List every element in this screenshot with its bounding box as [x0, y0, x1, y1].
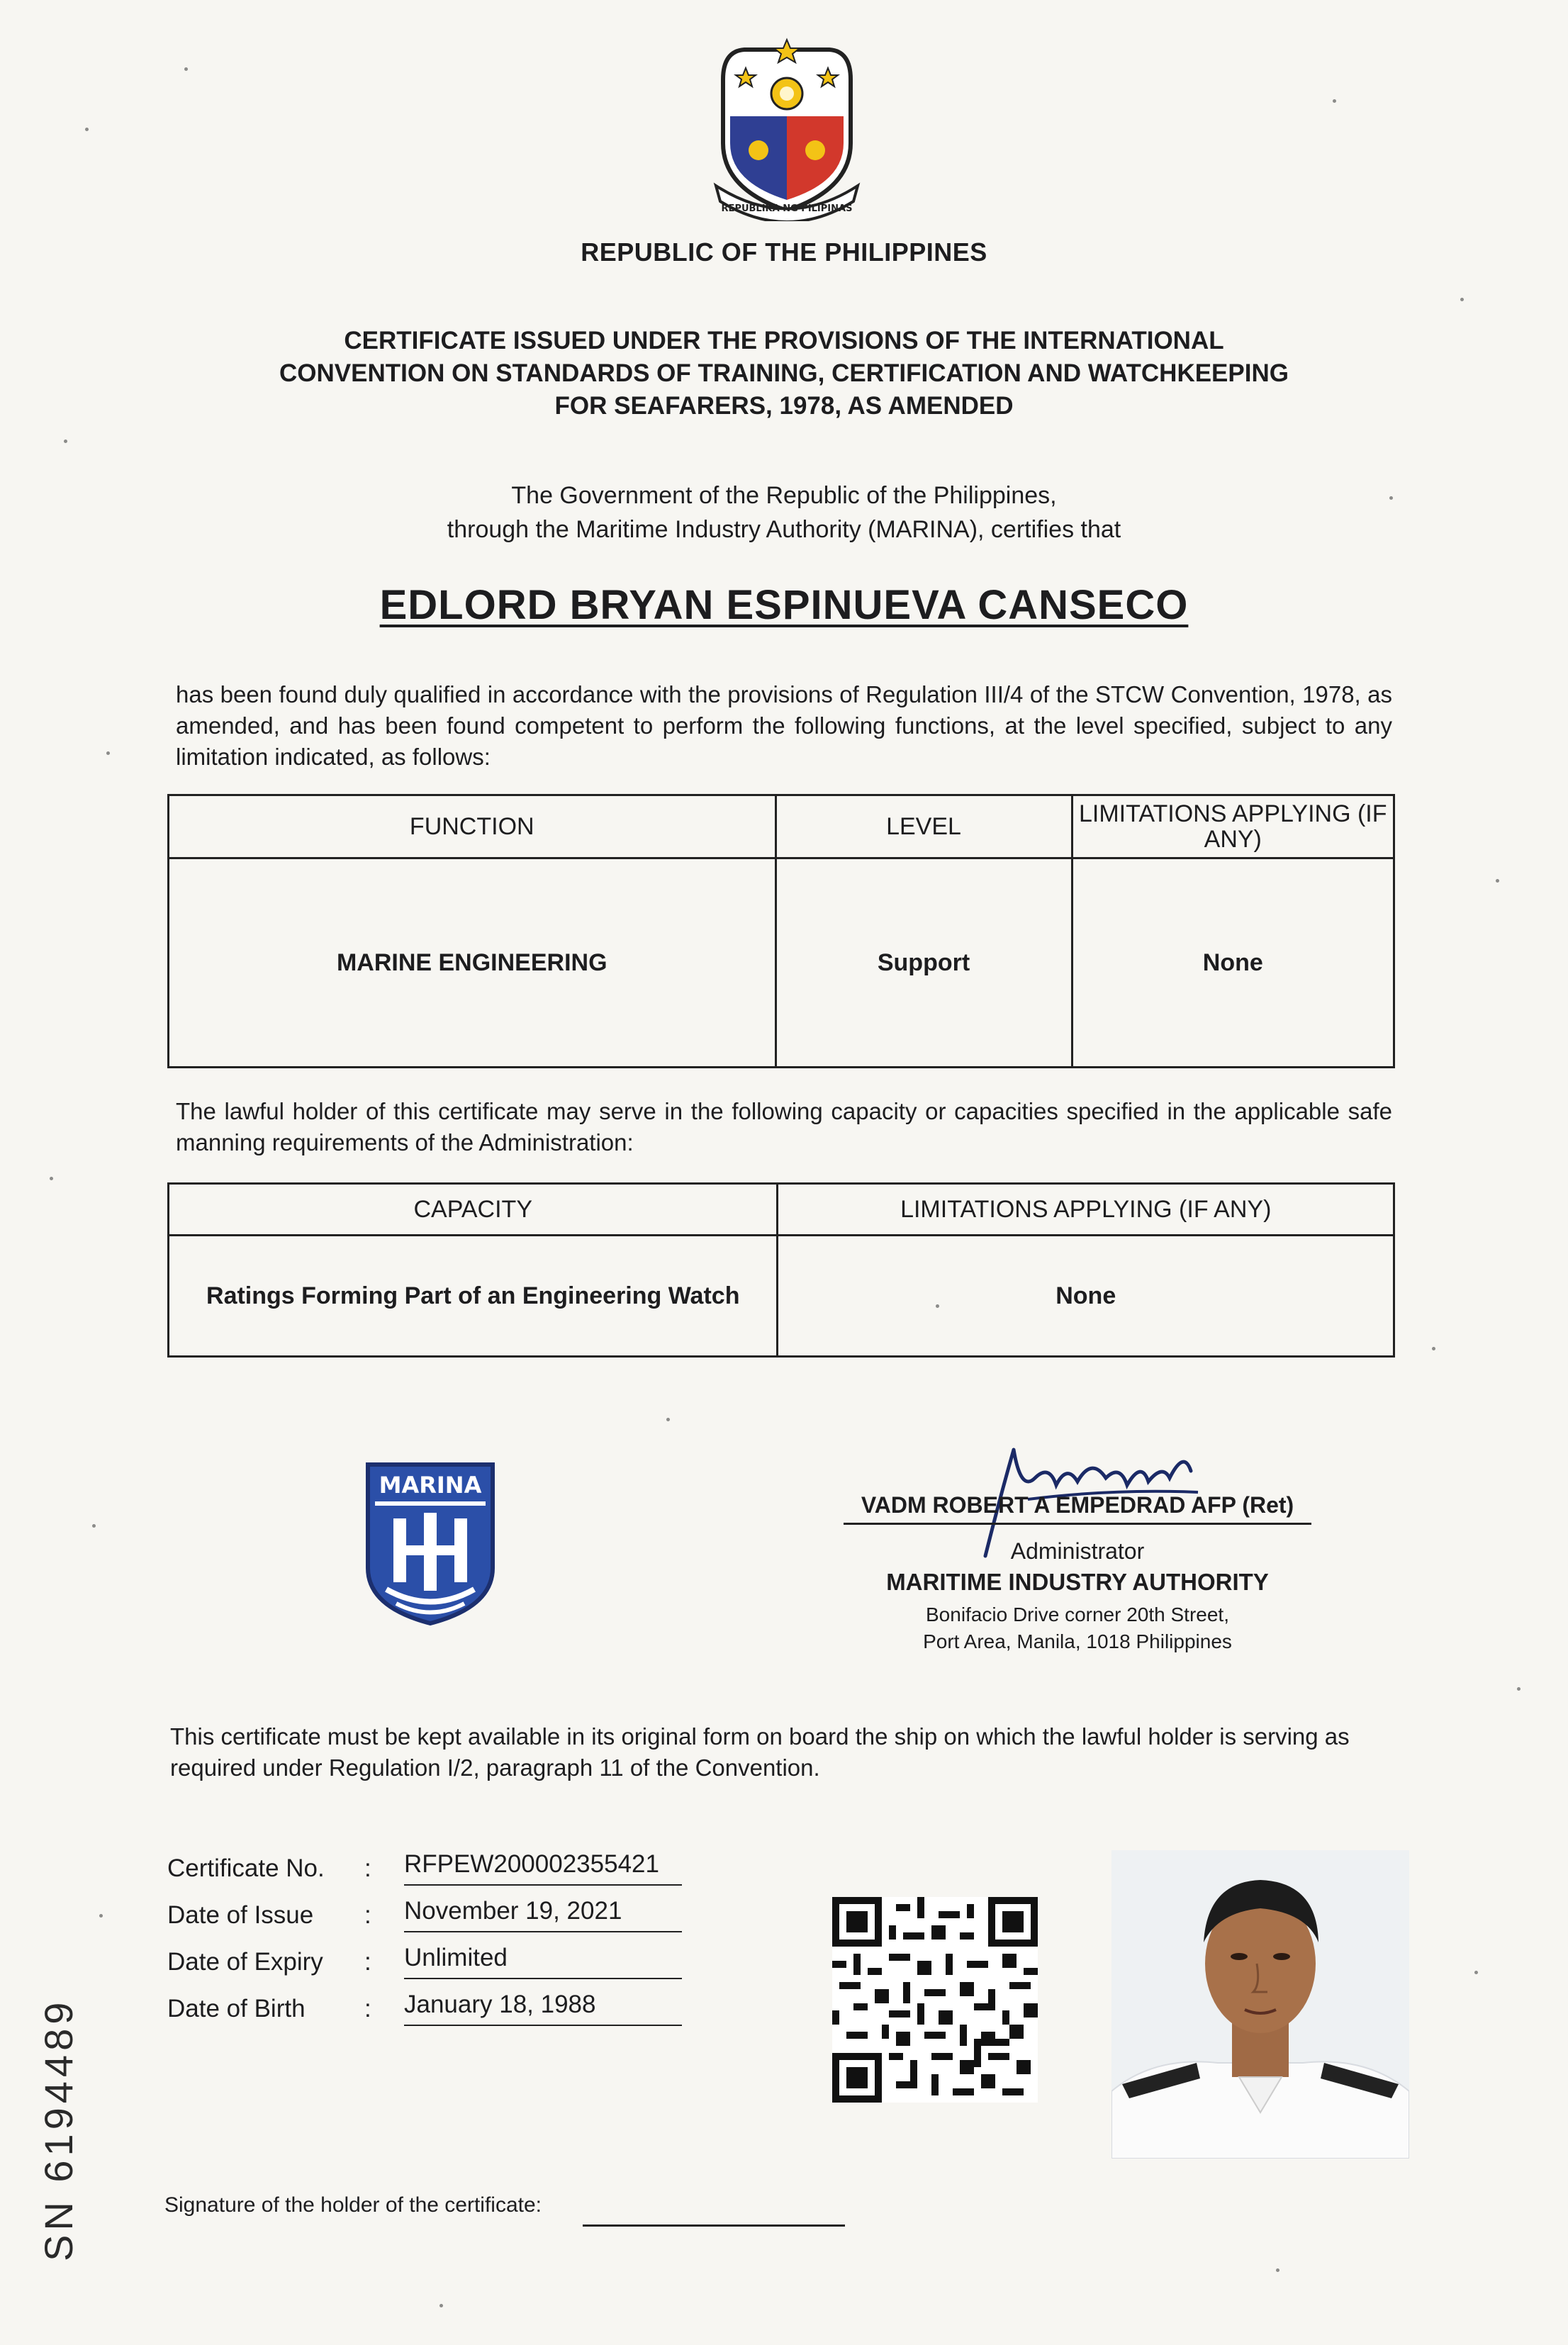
- field-label: Date of Issue: [167, 1901, 314, 1929]
- seal-text: REPUBLIKA NG PILIPINAS: [721, 203, 853, 214]
- function-cell: MARINE ENGINEERING: [169, 858, 776, 1068]
- qr-code: [832, 1897, 1038, 2103]
- country-heading: REPUBLIC OF THE PHILIPPINES: [581, 237, 987, 267]
- certificate-title-line: CERTIFICATE ISSUED UNDER THE PROVISIONS OF THE INTERNATIONAL: [344, 327, 1224, 354]
- signatory-title: Administrator: [1010, 1538, 1145, 1564]
- level-cell: Support: [775, 858, 1072, 1068]
- capacity-text: The lawful holder of this certificate may serve in the following capacity or capacities specified in the applicable safe manning requirements of the Administration:: [176, 1098, 1392, 1155]
- date-of-expiry: Unlimited: [404, 1944, 682, 1979]
- table-row: [169, 1236, 1394, 1357]
- holder-photo: [1111, 1850, 1409, 2159]
- coat-of-arms-seal: [702, 37, 872, 221]
- address-line: Port Area, Manila, 1018 Philippines: [923, 1630, 1232, 1652]
- function-table: [167, 794, 1395, 1068]
- date-of-birth: January 18, 1988: [404, 1991, 682, 2026]
- certificate-title-line: CONVENTION ON STANDARDS OF TRAINING, CERTIFICATION AND WATCHKEEPING: [279, 359, 1289, 387]
- certificate-number: RFPEW200002355421: [404, 1850, 682, 1886]
- marina-logo-text: MARINA: [379, 1472, 482, 1499]
- holder-signature-label: Signature of the holder of the certificate:: [164, 2193, 542, 2217]
- table-row: [169, 858, 1394, 1068]
- certificate-title-line: FOR SEAFARERS, 1978, AS AMENDED: [554, 392, 1014, 420]
- field-colon: :: [364, 1948, 371, 1976]
- function-header: FUNCTION: [169, 795, 776, 858]
- date-of-issue: November 19, 2021: [404, 1897, 682, 1932]
- limitations-cell: None: [1072, 858, 1394, 1068]
- field-label: Date of Expiry: [167, 1948, 323, 1976]
- intro-line: The Government of the Republic of the Philippines,: [511, 482, 1057, 509]
- qualification-text: has been found duly qualified in accordance with the provisions of Regulation III/4 of the STCW Convention, 1978, as amended, and has been found competent to perform the following functions, at the level specified, subject to any limitation indicated, as follows:: [176, 681, 1392, 770]
- field-label: Certificate No.: [167, 1854, 325, 1882]
- address-line: Bonifacio Drive corner 20th Street,: [926, 1604, 1229, 1625]
- capacity-cell: Ratings Forming Part of an Engineering Watch: [169, 1236, 778, 1357]
- holder-portrait-image: [1111, 1850, 1409, 2159]
- capacity-limitations-cell: None: [778, 1236, 1394, 1357]
- capacity-limitations-header: LIMITATIONS APPLYING (IF ANY): [778, 1184, 1394, 1236]
- field-colon: :: [364, 1854, 371, 1882]
- certificate-title: [213, 325, 1355, 422]
- field-label: Date of Birth: [167, 1995, 306, 2022]
- intro-line: through the Maritime Industry Authority (MARINA), certifies that: [447, 516, 1121, 543]
- intro-text: [284, 478, 1284, 547]
- signatory-name: VADM ROBERT A EMPEDRAD AFP (Ret): [844, 1492, 1311, 1525]
- level-header: LEVEL: [775, 795, 1072, 858]
- capacity-header: CAPACITY: [169, 1184, 778, 1236]
- notice-text: This certificate must be kept available in its original form on board the ship on which the lawful holder is serving as required under Regulation I/2, paragraph 11 of the Convention.: [170, 1723, 1350, 1781]
- serial-number: SN 6194489: [36, 1998, 81, 2261]
- marina-logo: [365, 1462, 495, 1626]
- field-colon: :: [364, 1995, 371, 2022]
- holder-signature-line: [583, 2224, 845, 2227]
- limitations-header: LIMITATIONS APPLYING (IF ANY): [1072, 795, 1394, 858]
- holder-name: EDLORD BRYAN ESPINUEVA CANSECO: [379, 582, 1189, 628]
- field-colon: :: [364, 1901, 371, 1929]
- capacity-table: [167, 1182, 1395, 1358]
- authority-name: MARITIME INDUSTRY AUTHORITY: [886, 1569, 1269, 1595]
